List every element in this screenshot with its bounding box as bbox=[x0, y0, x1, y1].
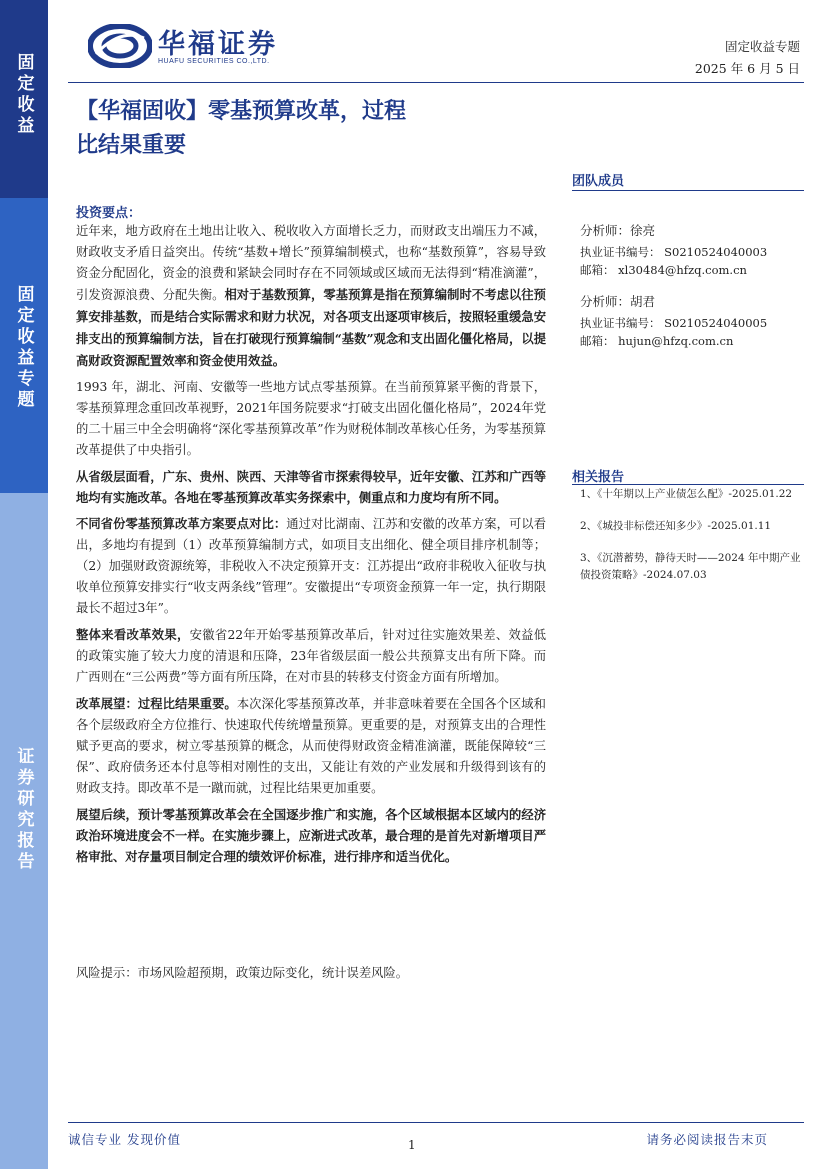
analyst-cert: 执业证书编号： S0210524040003 bbox=[580, 245, 768, 259]
report-title bbox=[76, 94, 476, 162]
logo-english-name: HUAFU SECURITIES CO.,LTD. bbox=[158, 58, 270, 65]
p1-normal: 近年来，地方政府在土地出让收入、税收收入方面增长乏力，而财政支出端压力不减，财政收支矛盾日益突出。传统“基数+增长”预算编制模式，也称“基数预算”，容易导致资金分配固化，资金的浪费和紧缺会同时存在不同领域或区域而无法得到“精准滴灌”，引发资源浪费、分配失衡。 bbox=[76, 224, 546, 302]
analyst-email[interactable]: 邮箱： hujun@hfzq.com.cn bbox=[580, 334, 734, 348]
p6-normal: 本次深化零基预算改革，并非意味着要在全国各个区域和各个层级政府全方位推行、快速取代传统增量预算。更重要的是，对预算支出的合理性赋予更高的要求，树立零基预算的概念，从而使得财政资金精准滴灌，既能保障较“三保”、政府债务还本付息等相对刚性的支出，又能让有效的产业发展和升级得到该有的财政支持。即改革不是一蹴而就，过程比结果更加重要。 bbox=[76, 697, 546, 795]
paragraph-5 bbox=[76, 624, 546, 688]
p4-bold: 不同省份零基预算改革方案要点对比： bbox=[76, 516, 287, 531]
related-report-item[interactable]: 2、《城投非标偿还知多少》-2025.01.11 bbox=[580, 520, 772, 532]
sidebar-bottom-label: 证券研究报告 bbox=[13, 747, 34, 873]
sidebar-mid-label: 固定收益专题 bbox=[13, 285, 34, 411]
report-type: 固定收益专题 bbox=[724, 39, 800, 54]
analyst-name: 分析师：胡君 bbox=[580, 294, 656, 309]
sidebar bbox=[0, 0, 48, 1169]
team-heading: 团队成员 bbox=[572, 174, 625, 189]
related-report-item[interactable]: 3、《沉潜蓄势，静待天时——2024 年中期产业债投资策略》-2024.07.03 bbox=[580, 552, 801, 581]
related-divider bbox=[572, 484, 804, 485]
logo-chinese-name: 华福证券 bbox=[158, 29, 278, 60]
company-logo bbox=[88, 22, 298, 72]
team-divider bbox=[572, 190, 804, 191]
main-body bbox=[76, 221, 546, 872]
p1-bold: 相对于基数预算，零基预算是指在预算编制时不考虑以往预算安排基数，而是结合实际需求和财力状况，对各项支出逐项审核后，按照轻重缓急安排支出的预算编制方法，旨在打破现行预算编制“基数”观念和支出固化僵化格局，以提高财政资源配置效率和资金使用效益。 bbox=[76, 287, 546, 368]
related-report-item[interactable]: 1、《十年期以上产业债怎么配》-2025.01.22 bbox=[580, 488, 793, 500]
logo-swirl-icon bbox=[88, 24, 152, 68]
related-reports-heading: 相关报告 bbox=[572, 470, 625, 485]
sidebar-top-label: 固定收益 bbox=[13, 53, 34, 137]
paragraph-3: 从省级层面看，广东、贵州、陕西、天津等省市探索得较早，近年安徽、江苏和广西等地均有实施改革。各地在零基预算改革实务探索中，侧重点和力度均有所不同。 bbox=[76, 469, 546, 505]
footer-slogan: 诚信专业 发现价值 bbox=[68, 1132, 181, 1147]
paragraph-2: 1993 年，湖北、河南、安徽等一些地方试点零基预算。在当前预算紧平衡的背景下，零基预算理念重回改革视野，2021年国务院要求“打破支出固化僵化格局”，2024年党的二十届三中全会明确将“深化零基预算改革”作为财税体制改革核心任务，为零基预算改革提供了中央指引。 bbox=[76, 380, 546, 457]
report-date: 2025 年 6 月 5 日 bbox=[694, 61, 800, 76]
related-reports-list bbox=[580, 486, 806, 599]
p5-normal: 安徽省22年开始零基预算改革后，针对过往实施效果差、效益低的政策实施了较大力度的清退和压降，23年省级层面一般公共预算支出有所下降。而广西则在“三公两费”等方面有所压降，在对市县的转移支付资金方面有所增加。 bbox=[76, 628, 546, 684]
header-divider bbox=[68, 82, 804, 83]
title-line-2: 比结果重要 bbox=[76, 132, 187, 158]
analyst-cert: 执业证书编号： S0210524040005 bbox=[580, 316, 768, 330]
analyst-card bbox=[580, 222, 810, 279]
title-line-1: 【华福固收】零基预算改革，过程 bbox=[76, 98, 407, 124]
investment-highlights-heading: 投资要点： bbox=[76, 206, 142, 221]
page-number: 1 bbox=[408, 1138, 416, 1152]
footer-disclaimer: 请务必阅读报告末页 bbox=[646, 1132, 768, 1147]
paragraph-6 bbox=[76, 693, 546, 799]
p6-bold: 改革展望：过程比结果重要。 bbox=[76, 696, 237, 711]
analyst-name: 分析师：徐亮 bbox=[580, 223, 656, 238]
paragraph-1 bbox=[76, 221, 546, 372]
analyst-card bbox=[580, 293, 810, 350]
p4-normal: 通过对比湖南、江苏和安徽的改革方案，可以看出，多地均有提到（1）改革预算编制方式，如项目支出细化、健全项目排序机制等；（2）加强财政资源统筹，非税收入不决定预算开支：江苏提出“政府非税收入征收与执收单位预算安排实行“收支两条线”管理”。安徽提出“专项资金预算一年一定，执行期限最长不超过3年”。 bbox=[76, 517, 546, 615]
risk-warning: 风险提示：市场风险超预期，政策边际变化，统计误差风险。 bbox=[76, 966, 409, 980]
analyst-email[interactable]: 邮箱： xl30484@hfzq.com.cn bbox=[580, 263, 747, 277]
footer-divider bbox=[68, 1122, 804, 1123]
paragraph-4 bbox=[76, 513, 546, 619]
header-meta bbox=[695, 36, 800, 80]
paragraph-7: 展望后续，预计零基预算改革会在全国逐步推广和实施，各个区域根据本区域内的经济政治环境进度会不一样。在实施步骤上，应渐进式改革，最合理的是首先对新增项目严格审批、对存量项目制定合理的绩效评价标准，进行排序和适当优化。 bbox=[76, 807, 546, 864]
p5-bold: 整体来看改革效果， bbox=[76, 627, 190, 642]
